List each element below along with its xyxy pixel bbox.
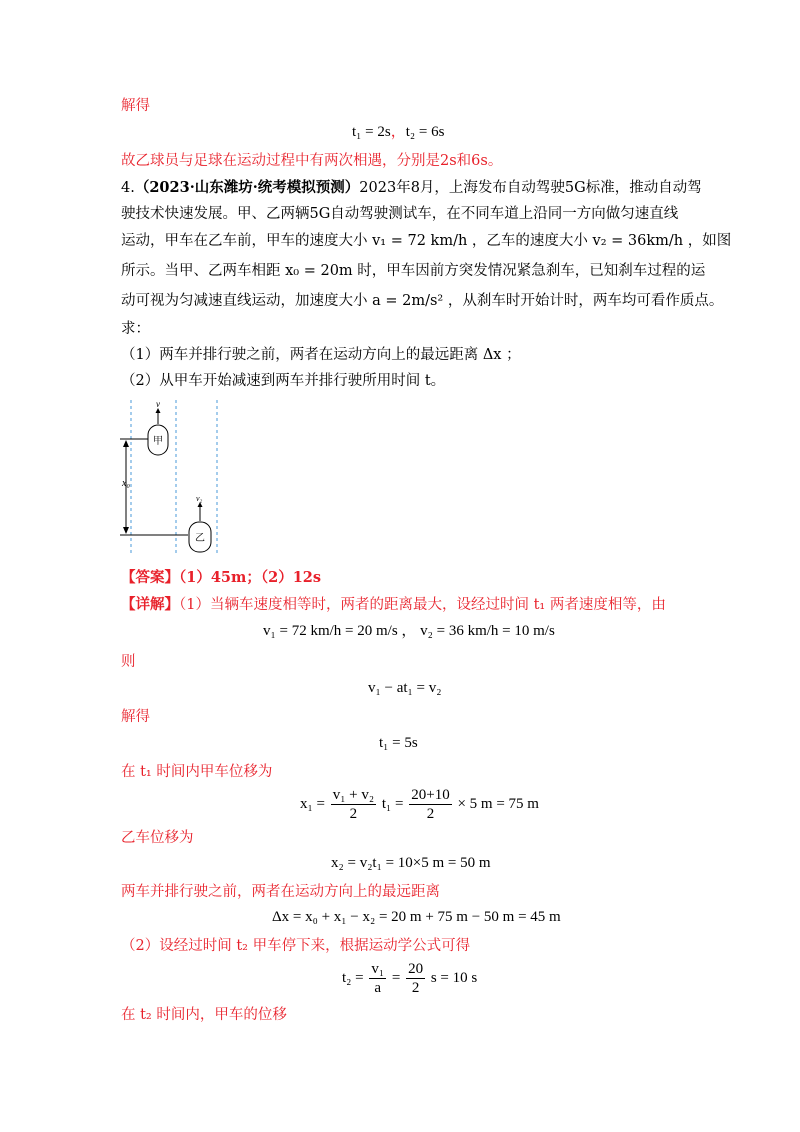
x1-fraction-1 [331, 786, 376, 823]
x1-right: × 5 m = 75 m [457, 795, 539, 812]
answer-line [121, 568, 321, 588]
answer-label: 【答案】 [121, 569, 179, 586]
equation-t2: t₂ = 6s [405, 124, 445, 140]
x1-fraction-2 [409, 786, 451, 823]
velocity-label-yi: v₂ [196, 494, 203, 503]
t2-fraction-1 [369, 960, 386, 997]
detail-label: 【详解】 [121, 596, 179, 613]
x1-numerator-2: 20+10 [411, 787, 450, 803]
cars-diagram [118, 398, 228, 558]
problem-line-5: 动可视为匀减速直线运动，加速度大小 a = 2m/s² ，从刹车时开始计时，两车均可看作质点。 [121, 293, 724, 309]
question-2: （2）从甲车开始减速到两车并排行驶所用时间 t。 [121, 373, 446, 389]
problem-line-4: 所示。当甲、乙两车相距 x₀ = 20m 时，甲车因前方突发情况紧急刹车，已知刹车过程的运 [121, 263, 706, 279]
equation-delta-x: Δx = x₀ + x₁ − x₂ = 20 m + 75 m − 50 m = 45 m [272, 909, 561, 925]
question-1: （1）两车并排行驶之前，两者在运动方向上的最远距离 Δx ； [121, 347, 521, 363]
displacement-a-label: 在 t₁ 时间内甲车位移为 [121, 764, 273, 780]
t2-numerator-1: v₁ [371, 961, 385, 977]
equation-x1 [300, 786, 539, 823]
velocity-label-jia: v [156, 399, 160, 409]
problem-source: （2023·山东潍坊·统考模拟预测） [134, 179, 360, 196]
equation-separator: ， [390, 124, 406, 140]
equation-t1-result: t₁ = 5s [379, 735, 418, 751]
solve-label-top: 解得 [121, 98, 150, 114]
part2-text: （2）设经过时间 t₂ 甲车停下来，根据运动学公式可得 [121, 938, 471, 954]
problem-number: 4. [121, 180, 135, 196]
x1-denominator-2: 2 [426, 806, 435, 822]
car-yi-label: 乙 [195, 533, 205, 544]
x0-arrow-down [123, 527, 129, 534]
x1-mid: t₁ = [381, 795, 404, 812]
max-distance-label: 两车并排行驶之前，两者在运动方向上的最远距离 [121, 884, 440, 900]
displacement-b-label: 乙车位移为 [121, 830, 194, 846]
x1-denominator-1: 2 [349, 806, 358, 822]
t2-left: t₂ = [342, 969, 364, 986]
t2-mid: = [391, 969, 401, 986]
problem-text-1: 2023年8月，上海发布自动驾驶5G标准，推动自动驾 [359, 180, 702, 196]
x0-arrow-up [123, 440, 129, 447]
t2-right: s = 10 s [430, 969, 478, 986]
solve-label-detail: 解得 [121, 709, 150, 725]
equation-t1-t2 [352, 122, 444, 142]
equation-speeds: v₁ = 72 km/h = 20 m/s ， v₂ = 36 km/h = 10 m/s [263, 623, 555, 639]
conclusion-text: 故乙球员与足球在运动过程中有两次相遇，分别是2s和6s。 [121, 153, 503, 169]
x1-left: x₁ = [300, 795, 325, 812]
problem-line-6: 求： [121, 321, 150, 337]
detail-text: （1）当辆车速度相等时，两者的距离最大，设经过时间 t₁ 两者速度相等，由 [179, 597, 666, 613]
problem-line-3: 运动，甲车在乙车前，甲车的速度大小 v₁ = 72 km/h ，乙车的速度大小 v₂ = 36km/h ，如图 [121, 233, 732, 249]
then-label: 则 [121, 654, 136, 670]
equation-velocity-relation: v₁ − at₁ = v₂ [368, 680, 442, 696]
equation-x2: x₂ = v₂t₁ = 10×5 m = 50 m [331, 855, 491, 871]
car-jia-label: 甲 [153, 436, 163, 447]
t2-numerator-2: 20 [408, 961, 424, 977]
problem-line-2: 驶技术快速发展。甲、乙两辆5G自动驾驶测试车，在不同车道上沿同一方向做匀速直线 [121, 206, 679, 222]
x0-label: x₀ [122, 478, 130, 489]
x1-numerator-1: v₁ + v₂ [332, 787, 375, 803]
answer-text: （1）45m；（2）12s [179, 569, 322, 586]
problem-line-1 [121, 178, 702, 198]
t2-fraction-2 [406, 960, 425, 997]
detail-line [121, 595, 666, 615]
equation-t2 [342, 960, 477, 997]
last-line: 在 t₂ 时间内，甲车的位移 [121, 1007, 287, 1023]
t2-denominator-2: 2 [411, 980, 420, 996]
equation-t1: t₁ = 2s [352, 124, 391, 140]
t2-denominator-1: a [374, 980, 382, 996]
